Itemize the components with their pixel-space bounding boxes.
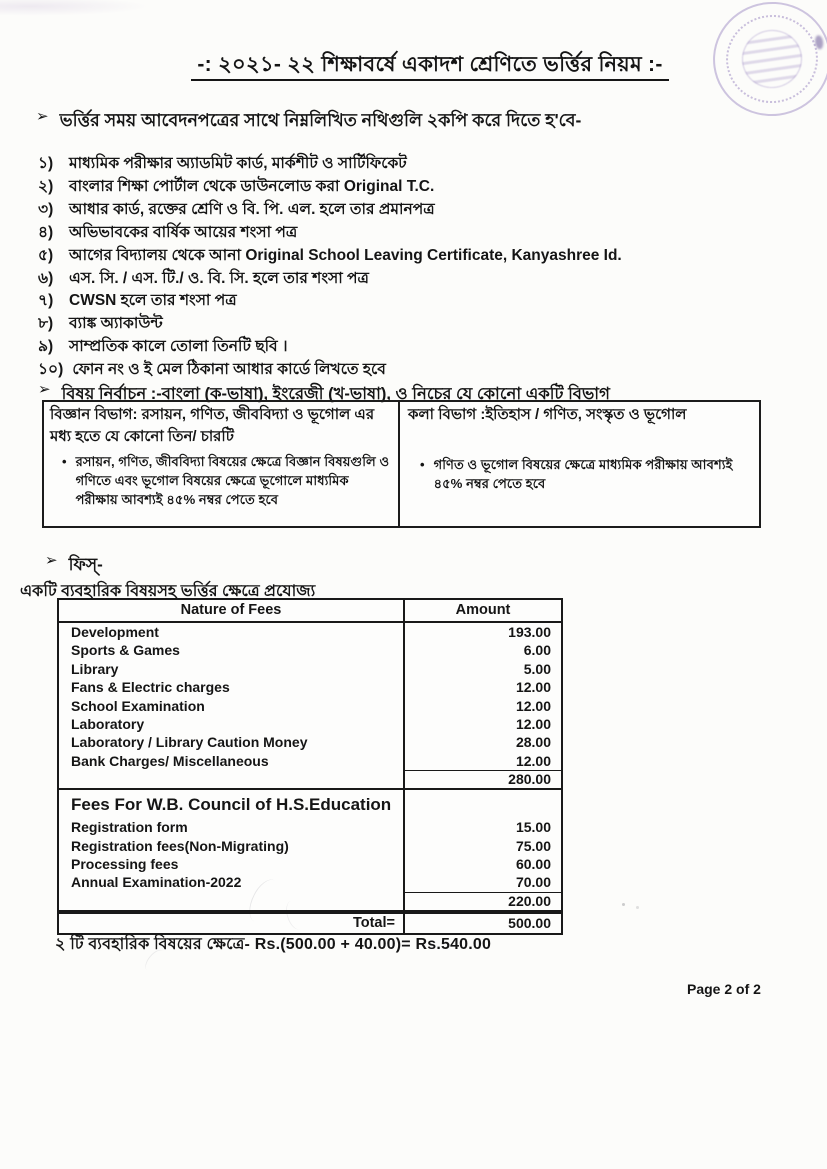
fee-row [59,715,561,733]
council-section-header: Fees For W.B. Council of H.S.Education [59,790,405,818]
subtotal-amount: 220.00 [405,892,561,910]
item-number: ৪) [38,223,54,241]
fee-label: Registration form [59,818,405,836]
scan-speck [636,906,639,909]
item-text: আগের বিদ্যালয় থেকে আনা Original School Leaving Certificate, Kanyashree Id. [69,246,622,264]
fees-heading-text: ফিস্- [68,555,103,574]
fee-amount: 5.00 [523,660,551,677]
page-title-text: -: ২০২১- ২২ শিক্ষাবর্ষে একাদশ শ্রেণিতে ভর্ত্তির নিয়ম :- [191,53,668,81]
subtotal-empty-cell [59,770,405,788]
item-text: অভিভাবকের বার্ষিক আয়ের শংসা পত্র [69,223,298,241]
fee-amount: 12.00 [515,697,551,714]
fee-amount: 12.00 [515,752,551,769]
fee-amount: 70.00 [515,874,551,891]
item-number: ৫) [38,246,54,264]
list-item [38,176,778,199]
item-number: ৩) [38,200,54,218]
arrow-bullet-icon: ➢ [36,108,49,125]
fee-row [59,623,561,641]
documents-list [38,153,778,382]
page-title [0,48,827,83]
fee-label: Development [59,623,405,641]
fee-row [59,678,561,696]
fee-label: Bank Charges/ Miscellaneous [59,752,405,770]
fee-row [59,752,561,770]
list-item [38,245,778,268]
fees-subheading: একটি ব্যবহারিক বিষয়সহ ভর্ত্তির ক্ষেত্রে প্রযোজ্য [20,583,316,600]
item-text: বাংলার শিক্ষা পোর্টাল থেকে ডাউনলোড করা Original T.C. [69,177,435,195]
subtotal-amount: 280.00 [405,770,561,788]
fees-heading [45,552,103,580]
list-item [38,153,778,176]
fee-row [59,873,561,891]
subtotal-row [59,770,561,790]
dot-bullet-icon: • [420,456,425,472]
scan-speck [622,903,625,906]
fee-row [59,837,561,855]
list-item [38,336,778,359]
fee-label: Sports & Games [59,641,405,659]
science-stream-note-text: রসায়ন, গণিত, জীববিদ্যা বিষয়ের ক্ষেত্রে বিজ্ঞান বিষয়গুলি ও গণিতে এবং ভূগোল বিষয়ের ক্ষেত্রে ভূগোলে মাধ্যমিক পরীক্ষায় আবশ্যই ৪৫% নম্বর পেতে হবে [75,454,390,507]
fee-amount: 12.00 [515,715,551,732]
item-number: ৭) [38,292,54,310]
arrow-bullet-icon: ➢ [38,381,51,398]
fee-label: Laboratory [59,715,405,733]
page-number: Page 2 of 2 [687,981,761,997]
documents-required-heading-text: ভর্ত্তির সময় আবেদনপত্রের সাথে নিম্নলিখিত নথিগুলি ২কপি করে দিতে হ'বে- [59,110,582,130]
item-number: ৮) [38,315,54,333]
arts-stream-cell [400,402,759,526]
column-header-amount: Amount [455,602,511,618]
fees-table [57,598,563,935]
list-item [38,222,778,245]
fee-amount: 75.00 [515,837,551,854]
council-section-header-row [59,790,561,818]
list-item [38,199,778,222]
fees-table-header-row [59,600,561,623]
fee-label: Fans & Electric charges [59,678,405,696]
arrow-bullet-icon: ➢ [45,552,58,569]
fee-label: Laboratory / Library Caution Money [59,733,405,751]
fee-row [59,697,561,715]
item-number: ২) [38,177,54,195]
item-text: এস. সি. / এস. টি./ ও. বি. সি. হলে তার শংসা পত্র [69,269,369,287]
fee-row [59,641,561,659]
science-stream-header: বিজ্ঞান বিভাগ: রসায়ন, গণিত, জীববিদ্যা ও ভূগোল এর মধ্য হতে যে কোনো তিন/ চারটি [50,406,375,445]
item-text: আধার কার্ড, রক্তের শ্রেণি ও বি. পি. এল. হলে তার প্রমানপত্র [69,200,435,218]
item-number: ১০) [38,361,64,379]
subtotal-row [59,892,561,912]
item-text: সাম্প্রতিক কালে তোলা তিনটি ছবি । [69,338,288,356]
fee-row [59,733,561,751]
item-number: ৯) [38,338,54,356]
fee-label: Registration fees(Non-Migrating) [59,837,405,855]
item-text: CWSN হলে তার শংসা পত্র [69,292,237,310]
list-item [38,313,778,336]
fee-amount: 60.00 [515,855,551,872]
item-text: ব্যাঙ্ক অ্যাকাউন্ট [69,315,163,333]
item-text: ফোন নং ও ই মেল ঠিকানা আধার কার্ডে লিখতে হবে [72,361,386,379]
science-stream-note [50,452,390,509]
list-item [38,359,778,382]
arts-stream-note-text: গণিত ও ভূগোল বিষয়ের ক্ষেত্রে মাধ্যমিক পরীক্ষায় আবশ্যই ৪৫% নম্বর পেতে হবে [433,456,733,491]
item-number: ১) [38,155,54,172]
fee-amount: 28.00 [515,734,551,751]
arts-stream-note [408,455,751,493]
dot-bullet-icon: • [62,454,67,469]
arts-stream-header: কলা বিভাগ :ইতিহাস / গণিত, সংস্কৃত ও ভূগোল [408,406,687,423]
fee-label: Library [59,660,405,678]
fee-label: School Examination [59,697,405,715]
fee-amount: 12.00 [515,679,551,696]
fee-amount: 15.00 [515,819,551,836]
scan-smudge [0,0,150,16]
documents-required-heading [36,108,581,137]
fee-row [59,660,561,678]
total-amount: 500.00 [508,914,551,931]
fee-amount: 193.00 [508,624,551,640]
list-item [38,268,778,291]
subject-selection-heading-text: বিষয় নির্বাচন :-বাংলা (ক-ভাষা), ইংরেজী (খ-ভাষা), ও নিচের যে কোনো একটি বিভাগ [61,385,610,403]
subject-selection-table [42,400,761,528]
fee-amount: 6.00 [523,642,551,659]
fee-row [59,855,561,873]
fee-row [59,818,561,836]
item-text: মাধ্যমিক পরীক্ষার অ্যাডমিট কার্ড, মার্কশীট ও সার্টিফিকেট [69,155,407,172]
fee-label: Processing fees [59,855,405,873]
fee-label: Annual Examination-2022 [59,873,405,891]
column-header-nature-of-fees: Nature of Fees [59,600,405,621]
science-stream-cell [44,402,400,526]
total-row [59,912,561,933]
two-practical-subjects-note: ২ টি ব্যবহারিক বিষয়ের ক্ষেত্রে- Rs.(500.00 + 40.00)= Rs.540.00 [55,936,492,953]
total-label: Total= [59,914,405,933]
item-number: ৬) [38,269,54,287]
list-item [38,290,778,313]
subtotal-empty-cell [59,892,405,910]
council-header-empty-cell [405,790,561,818]
